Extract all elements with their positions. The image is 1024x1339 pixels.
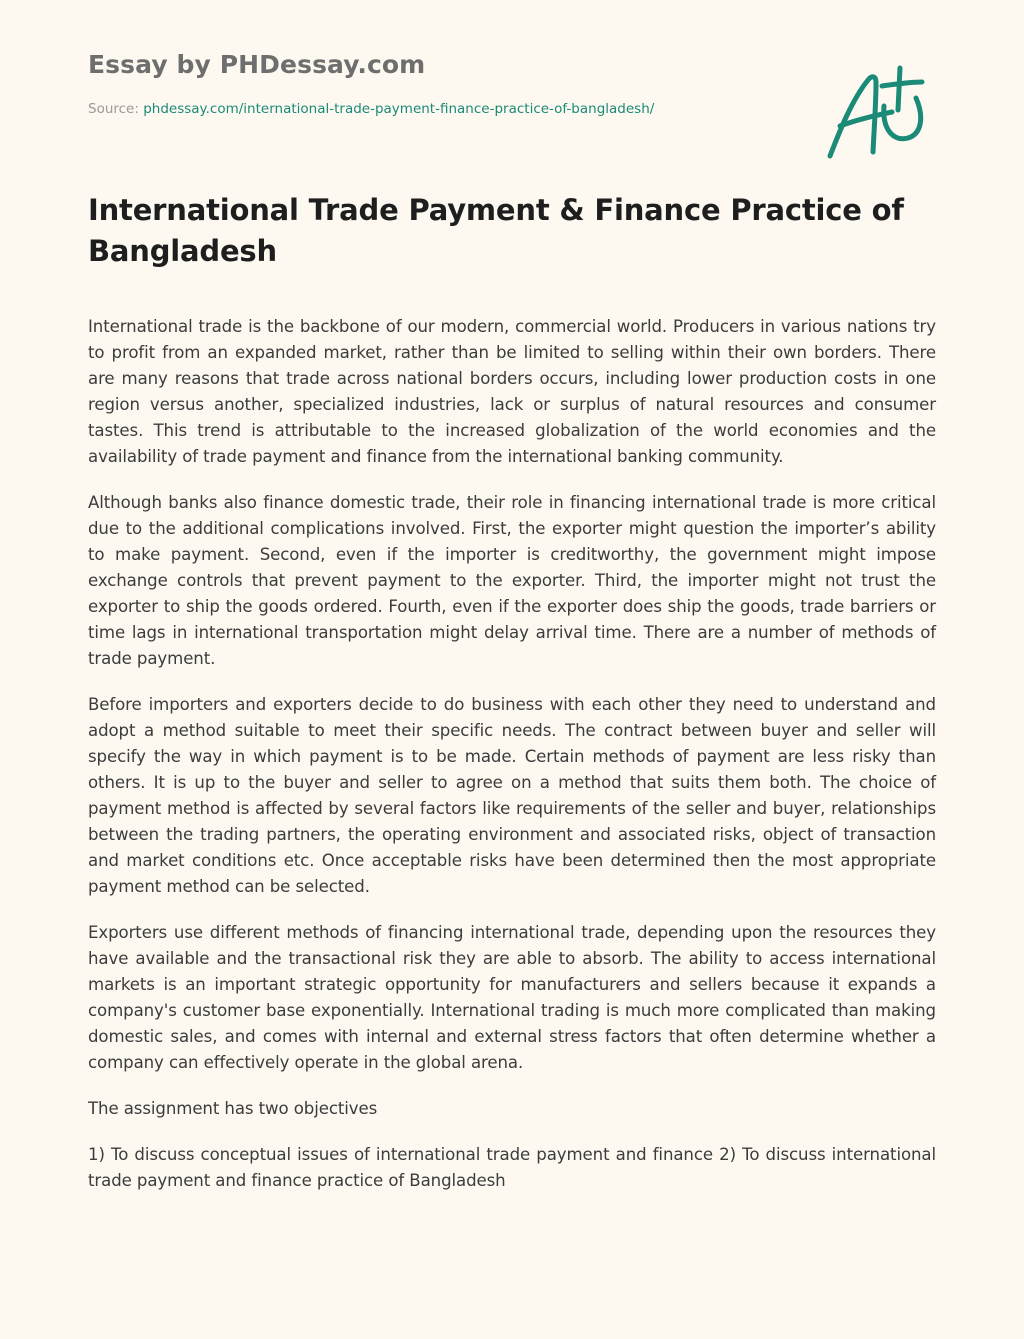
article-paragraph: 1) To discuss conceptual issues of international trade payment and finance 2) To discuss international trade payment and finance practice of Bangladesh bbox=[88, 1145, 936, 1190]
a-plus-logo-icon bbox=[818, 60, 930, 164]
article-title: International Trade Payment & Finance Practice of Bangladesh bbox=[88, 193, 904, 268]
article-paragraph: Although banks also finance domestic trade, their role in financing international trade is more critical due to the additional complications involved. First, the exporter might question the importer’s ability to make payment. Second, even if the importer is creditworthy, the government might impose exchange controls that prevent payment to the exporter. Third, the importer might not trust the exporter to ship the goods ordered. Fourth, even if the exporter does ship the goods, trade barriers or time lags in international transportation might delay arrival time. There are a number of methods of trade payment. bbox=[88, 493, 936, 668]
source-line bbox=[88, 101, 654, 117]
source-label: Source: bbox=[88, 101, 139, 117]
article-paragraph: The assignment has two objectives bbox=[88, 1099, 378, 1118]
article-paragraph: Before importers and exporters decide to do business with each other they need to understand and adopt a method suitable to meet their specific needs. The contract between buyer and seller will specify the way in which payment is to be made. Certain methods of payment are less risky than others. It is up to the buyer and seller to agree on a method that suits them both. The choice of payment method is affected by several factors like requirements of the seller and buyer, relationships between the trading partners, the operating environment and associated risks, object of transaction and market conditions etc. Once acceptable risks have been determined then the most appropriate payment method can be selected. bbox=[88, 695, 936, 896]
source-link[interactable]: phdessay.com/international-trade-payment-finance-practice-of-bangladesh/ bbox=[143, 101, 655, 117]
article-paragraph: Exporters use different methods of financing international trade, depending upon the resources they have available and the transactional risk they are able to absorb. The ability to access international markets is an important strategic opportunity for manufacturers and sellers because it expands a company's customer base exponentially. International trading is much more complicated than making domestic sales, and comes with internal and external stress factors that often determine whether a company can effectively operate in the global arena. bbox=[88, 923, 936, 1072]
article-body bbox=[88, 314, 936, 1214]
article-paragraph: International trade is the backbone of our modern, commercial world. Producers in various nations try to profit from an expanded market, rather than be limited to selling within their own borders. There are many reasons that trade across national borders occurs, including lower production costs in one region versus another, specialized industries, lack or surplus of natural resources and consumer tastes. This trend is attributable to the increased globalization of the world economies and the availability of trade payment and finance from the international banking community. bbox=[88, 317, 936, 466]
site-brand[interactable]: Essay by PHDessay.com bbox=[88, 50, 426, 79]
